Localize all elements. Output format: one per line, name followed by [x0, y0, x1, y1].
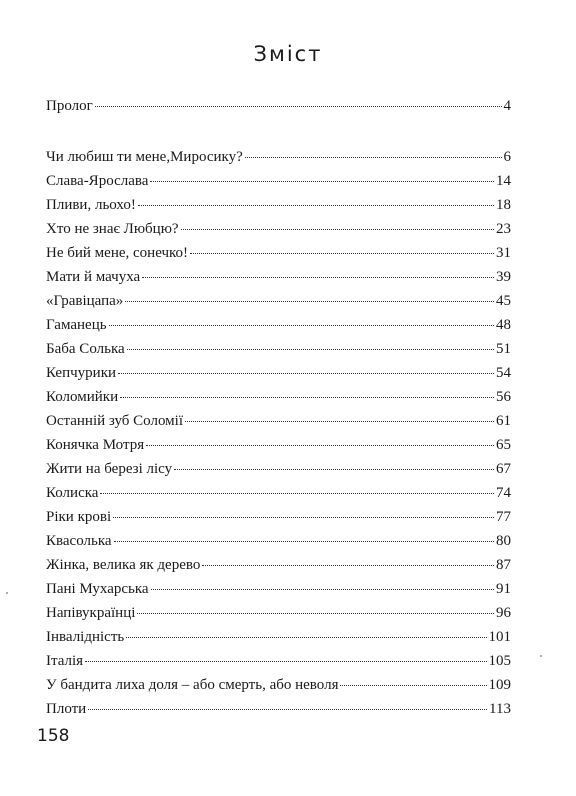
toc-entry-page: 61 — [496, 413, 511, 429]
dot-leader — [120, 397, 494, 398]
toc-entry-page: 23 — [496, 221, 511, 237]
dot-leader — [142, 277, 494, 278]
toc-entry-title: Ріки крові — [46, 509, 112, 525]
toc-entry-title: У бандита лиха доля – або смерть, або неволя — [46, 677, 339, 693]
toc-entry — [46, 196, 511, 214]
toc-entry-page: 67 — [496, 461, 511, 477]
toc-entry — [46, 268, 511, 286]
toc-entry — [46, 244, 511, 262]
toc-entry-title: Баба Солька — [46, 341, 125, 357]
toc-entry — [46, 364, 511, 382]
toc-entry — [46, 484, 511, 502]
dot-leader — [114, 541, 494, 542]
scan-speck — [540, 655, 542, 657]
toc-entry-title: Чи любиш ти мене,Миросику? — [46, 149, 243, 165]
toc-entry-page: 91 — [496, 581, 511, 597]
toc-entry-title: Жінка, велика як дерево — [46, 557, 201, 573]
toc-entry-title: Жити на березі лісу — [46, 461, 173, 477]
toc-entry-title: Хто не знає Любцю? — [46, 221, 179, 237]
toc-entry-title: Пані Мухарська — [46, 581, 149, 597]
dot-leader — [88, 709, 487, 710]
toc-entry-page: 96 — [496, 605, 511, 621]
dot-leader — [126, 637, 486, 638]
toc-entry-title: Напівукраїнці — [46, 605, 136, 621]
toc-entry-page: 51 — [496, 341, 511, 357]
toc-entry-title: Інвалідність — [46, 629, 125, 645]
dot-leader — [109, 325, 494, 326]
toc-entry-page: 18 — [496, 197, 511, 213]
toc-entry-title: Пливи, льохо! — [46, 197, 136, 213]
toc-entry-title: Пролог — [46, 98, 93, 114]
toc-entry-page: 87 — [496, 557, 511, 573]
toc-entry — [46, 148, 511, 166]
dot-leader — [100, 493, 494, 494]
dot-leader — [151, 589, 494, 590]
dot-leader — [85, 661, 486, 662]
dot-leader — [113, 517, 494, 518]
toc-entry — [46, 172, 511, 190]
dot-leader — [150, 181, 494, 182]
toc-entry-page: 56 — [496, 389, 511, 405]
toc-entry-title: Гаманець — [46, 317, 107, 333]
dot-leader — [202, 565, 494, 566]
dot-leader — [174, 469, 494, 470]
toc-entry-title: Конячка Мотря — [46, 437, 145, 453]
toc-entry — [46, 532, 511, 550]
toc-entry — [46, 628, 511, 646]
toc-entry-page: 74 — [496, 485, 511, 501]
toc-entry-title: Італія — [46, 653, 84, 669]
toc-entry — [46, 412, 511, 430]
toc-entry — [46, 652, 511, 670]
toc-heading: Зміст — [253, 42, 323, 66]
toc-entry-page: 48 — [496, 317, 511, 333]
toc-entry — [46, 97, 511, 115]
page-number: 158 — [37, 726, 70, 746]
toc-entry-title: Мати й мачуха — [46, 269, 141, 285]
scan-speck — [6, 592, 8, 594]
dot-leader — [137, 613, 494, 614]
toc-entry — [46, 460, 511, 478]
toc-entry-page: 31 — [496, 245, 511, 261]
dot-leader — [340, 685, 486, 686]
toc-entry — [46, 580, 511, 598]
toc-entry-title: Коломийки — [46, 389, 119, 405]
dot-leader — [181, 229, 494, 230]
toc-entry-page: 80 — [496, 533, 511, 549]
toc-entry-page: 54 — [496, 365, 511, 381]
toc-entry — [46, 316, 511, 334]
dot-leader — [127, 349, 494, 350]
toc-entry-title: Колиска — [46, 485, 99, 501]
toc-entry — [46, 508, 511, 526]
dot-leader — [190, 253, 494, 254]
toc-entry-title: Не бий мене, сонечко! — [46, 245, 189, 261]
dot-leader — [118, 373, 494, 374]
dot-leader — [95, 106, 502, 107]
toc-entry-page: 39 — [496, 269, 511, 285]
toc-entry-page: 65 — [496, 437, 511, 453]
toc-entry-page: 45 — [496, 293, 511, 309]
dot-leader — [185, 421, 494, 422]
toc-entry — [46, 292, 511, 310]
toc-entry — [46, 556, 511, 574]
toc-entry-page: 6 — [503, 149, 511, 165]
dot-leader — [138, 205, 494, 206]
toc-entry-title: «Гравіцапа» — [46, 293, 124, 309]
toc-entry-title: Кепчурики — [46, 365, 117, 381]
toc-entry-page: 105 — [488, 653, 511, 669]
toc-entry-page: 77 — [496, 509, 511, 525]
toc-entry — [46, 388, 511, 406]
toc-entry-page: 109 — [488, 677, 511, 693]
toc-entry-title: Слава-Ярослава — [46, 173, 149, 189]
toc-entry — [46, 676, 511, 694]
dot-leader — [245, 157, 502, 158]
toc-entry-title: Останній зуб Соломії — [46, 413, 184, 429]
toc-entry-title: Плоти — [46, 701, 87, 717]
dot-leader — [125, 301, 494, 302]
toc-entry-page: 4 — [503, 98, 511, 114]
toc-entry — [46, 340, 511, 358]
toc-entry — [46, 436, 511, 454]
toc-entry-page: 14 — [496, 173, 511, 189]
toc-entry — [46, 220, 511, 238]
toc-entry — [46, 604, 511, 622]
toc-entry-page: 101 — [488, 629, 511, 645]
dot-leader — [146, 445, 494, 446]
toc-entry — [46, 700, 511, 718]
toc-entry-page: 113 — [489, 701, 511, 717]
toc-entry-title: Квасолька — [46, 533, 112, 549]
